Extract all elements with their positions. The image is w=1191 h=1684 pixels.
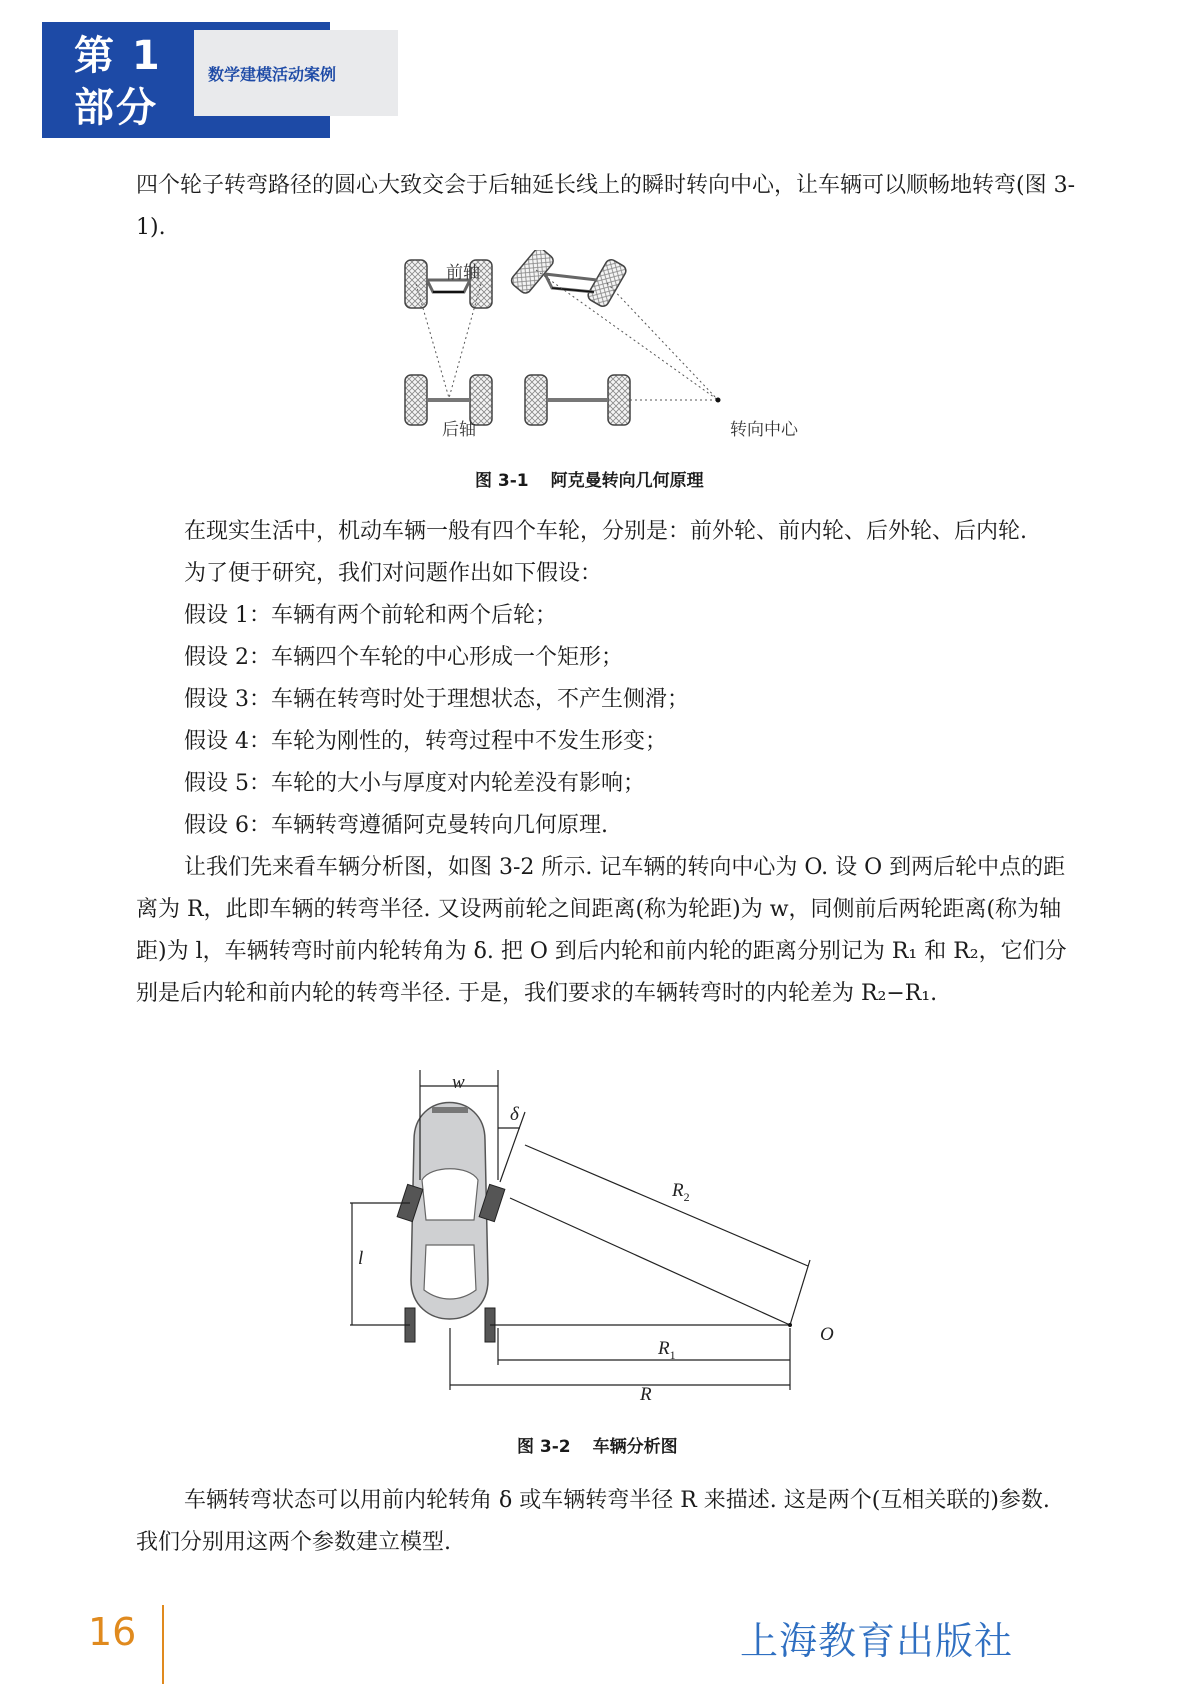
text-line: 为了便于研究，我们对问题作出如下假设： — [184, 561, 603, 586]
assumption-6: 假设 6：车辆转弯遵循阿克曼转向几何原理. — [184, 813, 608, 838]
figure-3-2 — [350, 1070, 870, 1400]
paragraph-parameters: 车辆转弯状态可以用前内轮转角 δ 或车辆转弯半径 R 来描述. 这是两个(互相关联的)参数. 我们分别用这两个参数建立模型. — [136, 1488, 1050, 1555]
label-l: l — [358, 1248, 364, 1269]
publisher-name: 上海教育出版社 — [740, 1619, 1014, 1663]
straight-chassis — [405, 260, 492, 425]
caption-figure-3-2: 图 3-2 车辆分析图 — [517, 1437, 678, 1457]
car-top-view — [397, 1103, 505, 1343]
footer-divider — [162, 1605, 164, 1684]
label-front-axle: 前轴 — [446, 263, 480, 283]
paragraph-analysis: 让我们先来看车辆分析图，如图 3-2 所示. 记车辆的转向中心为 O. 设 O 到两后轮中点的距离为 R，此即车辆的转弯半径. 又设两前轮之间距离(称为轮距)为 w，同侧前后两轮距离(称为轴距)为 l，车辆转弯时前内轮转角为 δ. 把 O 到后内轮和前内轮的距离分别记为 R₁ 和 R₂，它们分别是后内轮和前内轮的转弯半径. 于是，我们要求的车辆转弯时的内轮差为 R₂−R₁. — [136, 855, 1067, 1006]
label-rear-axle: 后轴 — [442, 420, 476, 440]
label-r1: $R_1$ — [658, 1338, 676, 1362]
text-line: 在现实生活中，机动车辆一般有四个车轮，分别是：前外轮、前内轮、后外轮、后内轮. — [184, 519, 1027, 544]
label-r2: $R_2$ — [672, 1180, 690, 1204]
label-o: O — [820, 1324, 834, 1345]
assumption-3: 假设 3：车辆在转弯时处于理想状态，不产生侧滑； — [184, 687, 689, 712]
assumption-2: 假设 2：车辆四个车轮的中心形成一个矩形； — [184, 645, 623, 670]
paragraph-intro: 四个轮子转弯路径的圆心大致交会于后轴延长线上的瞬时转向中心，让车辆可以顺畅地转弯(图 3-1). — [136, 173, 1076, 240]
assumption-5: 假设 5：车轮的大小与厚度对内轮差没有影响； — [184, 771, 645, 796]
label-r: R — [640, 1384, 652, 1405]
part-label: 第 1 部分 — [74, 33, 162, 131]
assumption-4: 假设 4：车轮为刚性的，转弯过程中不发生形变； — [184, 729, 667, 754]
label-delta: δ — [510, 1104, 519, 1125]
turning-chassis — [509, 250, 720, 425]
caption-figure-3-1: 图 3-1 阿克曼转向几何原理 — [475, 471, 704, 491]
page-number: 16 — [88, 1610, 137, 1654]
label-w: w — [452, 1072, 465, 1093]
section-title: 数学建模活动案例 — [208, 65, 337, 84]
label-steering-center: 转向中心 — [730, 420, 798, 440]
assumption-1: 假设 1：车辆有两个前轮和两个后轮； — [184, 603, 557, 628]
